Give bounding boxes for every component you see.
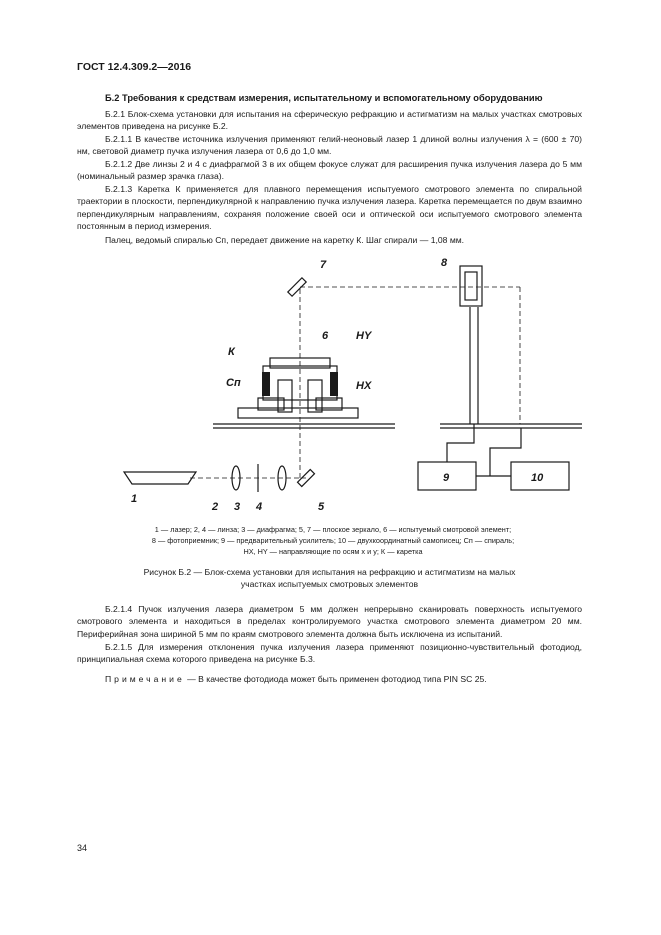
label-hy: HY: [356, 330, 372, 342]
label-k: К: [228, 346, 235, 358]
label-5: 5: [318, 501, 325, 513]
label-hx: HX: [356, 380, 372, 392]
label-1: 1: [131, 493, 138, 505]
figure-legend-line-1: 1 — лазер; 2, 4 — линза; 3 — диафрагма; 5, 7 — плоское зеркало, 6 — испытуемый смотровой элемент;: [154, 525, 512, 534]
label-8: 8: [441, 257, 448, 269]
label-sp: Сп: [226, 377, 241, 389]
figure-caption: [77, 566, 582, 590]
label-3: 3: [234, 501, 241, 513]
guide-hx: [330, 372, 338, 396]
paragraph-b213: Б.2.1.3 Каретка К применяется для плавного перемещения испытуемого смотрового элемента по спиральной траектории в плоскости, перпендикулярной к направлению пучка излучения лазера. Каретка перемещается по двум взаимно перпендикулярным направлениям, сохраняя положение своей оси и оптической оси испытуемого смотрового элемента постоянным в период измерения.: [77, 184, 582, 231]
section-title: Б.2 Требования к средствам измерения, испытательному и вспомогательному оборудованию: [105, 93, 543, 103]
figure-legend-line-3: HX, HY — направляющие по осям x и y; К — каретка: [243, 547, 423, 556]
laser-body: [124, 472, 196, 484]
label-7: 7: [320, 259, 327, 271]
spiral-left: [278, 380, 292, 412]
paragraph-b21: Б.2.1 Блок-схема установки для испытания на сферическую рефракцию и астигматизм на малых участках смотровых элементов приведена на рисунке Б.2.: [77, 109, 582, 132]
figure-caption-line-2: участках испытуемых смотровых элементов: [240, 579, 419, 589]
paragraph-b211: Б.2.1.1 В качестве источника излучения применяют гелий-неоновый лазер 1 длиной волны излучения λ = (600 ± 70) нм, световой диаметр пучка излучения лазера от 0,6 до 1,0 мм.: [77, 134, 582, 157]
label-6: 6: [322, 330, 329, 342]
label-10: 10: [531, 472, 544, 484]
label-2: 2: [212, 501, 219, 513]
photodetector-inner: [465, 272, 477, 300]
figure-legend-line-2: 8 — фотоприемник; 9 — предварительный усилитель; 10 — двухкоординатный самописец; Сп — спираль;: [151, 536, 515, 545]
paragraph-spiral: Палец, ведомый спиралью Сп, передает движение на каретку К. Шаг спирали — 1,08 мм.: [105, 235, 465, 245]
guide-hy: [262, 372, 270, 396]
label-4: 4: [256, 501, 263, 513]
label-9: 9: [443, 472, 450, 484]
note: Примечание — В качестве фотодиода может быть применен фотодиод типа PIN SC 25.: [105, 674, 487, 684]
paragraph-b214: Б.2.1.4 Пучок излучения лазера диаметром 5 мм должен непрерывно сканировать поверхность испытуемого смотрового элемента и находиться в пределах контролируемого участка смотрового элемента диаметром 20 мм. Периферийная зона шириной 5 мм по краям смотрового элемента должна быть исключена из испытаний.: [77, 604, 582, 639]
page-number: 34: [77, 843, 88, 853]
detector-recorder-link: [490, 428, 521, 476]
document-header-code: ГОСТ 12.4.309.2—2016: [77, 61, 192, 73]
paragraph-b215: Б.2.1.5 Для измерения отклонения пучка излучения лазера применяют позиционно-чувствительный фотодиод, принципиальная схема которого приведена на рисунке Б.3.: [77, 642, 582, 665]
paragraph-b212: Б.2.1.2 Две линзы 2 и 4 с диафрагмой 3 в их общем фокусе служат для расширения пучка излучения лазера до 5 мм (номинальный размер зрачка глаза).: [77, 159, 582, 182]
figure-caption-line-1: Рисунок Б.2 — Блок-схема установки для испытания на рефракцию и астигматизм на малых: [143, 567, 516, 577]
detector-amp-link: [447, 424, 474, 462]
spiral-right: [308, 380, 322, 412]
